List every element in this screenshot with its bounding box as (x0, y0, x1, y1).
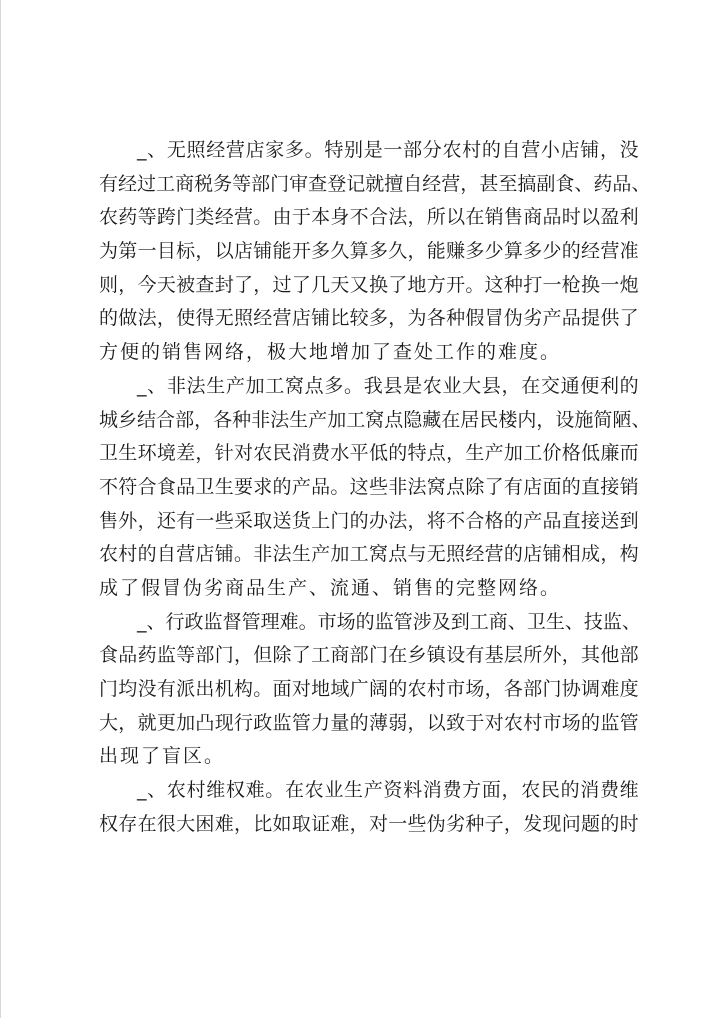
text-line: _ 、 非 法 生 产 加 工 窝 点 多 。 我 县 是 农 业 大 县 ， 在 交 通 便 利 的 (137, 374, 639, 397)
text-line: 的 做 法 ， 使 得 无 照 经 营 店 铺 比 较 多 ， 为 各 种 假 冒 伪 劣 产 品 提 供 了 (99, 307, 639, 330)
text-line: 农 村 的 自 营 店 铺 。 非 法 生 产 加 工 窝 点 与 无 照 经 营 的 店 铺 相 成 ， 构 (99, 543, 639, 566)
text-line: 方便的销售网络，极大地增加了查处工作的难度。 (99, 341, 562, 364)
text-line: _ 、 无 照 经 营 店 家 多 。 特 别 是 一 部 分 农 村 的 自 营 小 店 铺 ， 没 (137, 139, 639, 161)
text-line: 权 存 在 很 大 困 难 ， 比 如 取 证 难 ， 对 一 些 伪 劣 种 子 ， 发 现 问 题 的 时 (99, 812, 639, 835)
paragraph-unlicensed-shops (99, 134, 651, 370)
text-line: 大 ， 就 更 加 凸 现 行 政 监 管 力 量 的 薄 弱 ， 以 致 于 对 农 村 市 场 的 监 管 (99, 711, 639, 734)
text-line: _ 、 农 村 维 权 难 。 在 农 业 生 产 资 料 消 费 方 面 ， 农 民 的 消 费 维 (137, 779, 639, 802)
text-line: 成了假冒伪劣商品生产、流通、销售的完整网络。 (99, 576, 562, 599)
text-line: 门 均 没 有 派 出 机 构 。 面 对 地 域 广 阔 的 农 村 市 场 ， 各 部 门 协 调 难 度 (99, 678, 639, 700)
paragraph-regulation-difficulty (99, 606, 639, 774)
text-line: 售 外 ， 还 有 一 些 采 取 送 货 上 门 的 办 法 ， 将 不 合 格 的 产 品 直 接 送 到 (99, 509, 639, 532)
paragraph-rights-protection (99, 774, 639, 841)
text-line: 有 经 过 工 商 税 务 等 部 门 审 查 登 记 就 擅 自 经 营 ， 甚 至 搞 副 食 、 药 品 、 (99, 172, 651, 195)
text-line: _ 、 行 政 监 督 管 理 难 。 市 场 的 监 管 涉 及 到 工 商 、 卫 生 、 技 监 、 (137, 610, 641, 633)
text-line: 出现了盲区。 (99, 745, 226, 768)
text-line: 则 ， 今 天 被 查 封 了 ， 过 了 几 天 又 换 了 地 方 开 。 这 种 打 一 枪 换 一 炮 (99, 273, 639, 296)
text-line: 食 品 药 监 等 部 门 ， 但 除 了 工 商 部 门 在 乡 镇 设 有 基 层 所 外 ， 其 他 部 (99, 644, 639, 667)
text-line: 卫 生 环 境 差 ， 针 对 农 民 消 费 水 平 低 的 特 点 ， 生 产 加 工 价 格 低 廉 而 (99, 442, 639, 465)
paragraph-illegal-workshops (99, 370, 651, 606)
document-body (99, 134, 651, 841)
text-line: 城 乡 结 合 部 ， 各 种 非 法 生 产 加 工 窝 点 隐 藏 在 居 民 楼 内 ， 设 施 简 陋 、 (99, 408, 651, 431)
text-line: 农 药 等 跨 门 类 经 营 。 由 于 本 身 不 合 法 ， 所 以 在 销 售 商 品 时 以 盈 利 (99, 206, 639, 229)
text-line: 不 符 合 食 品 卫 生 要 求 的 产 品 。 这 些 非 法 窝 点 除 了 有 店 面 的 直 接 销 (99, 475, 639, 498)
text-line: 为 第 一 目 标 ， 以 店 铺 能 开 多 久 算 多 久 ， 能 赚 多 少 算 多 少 的 经 营 准 (99, 240, 639, 263)
